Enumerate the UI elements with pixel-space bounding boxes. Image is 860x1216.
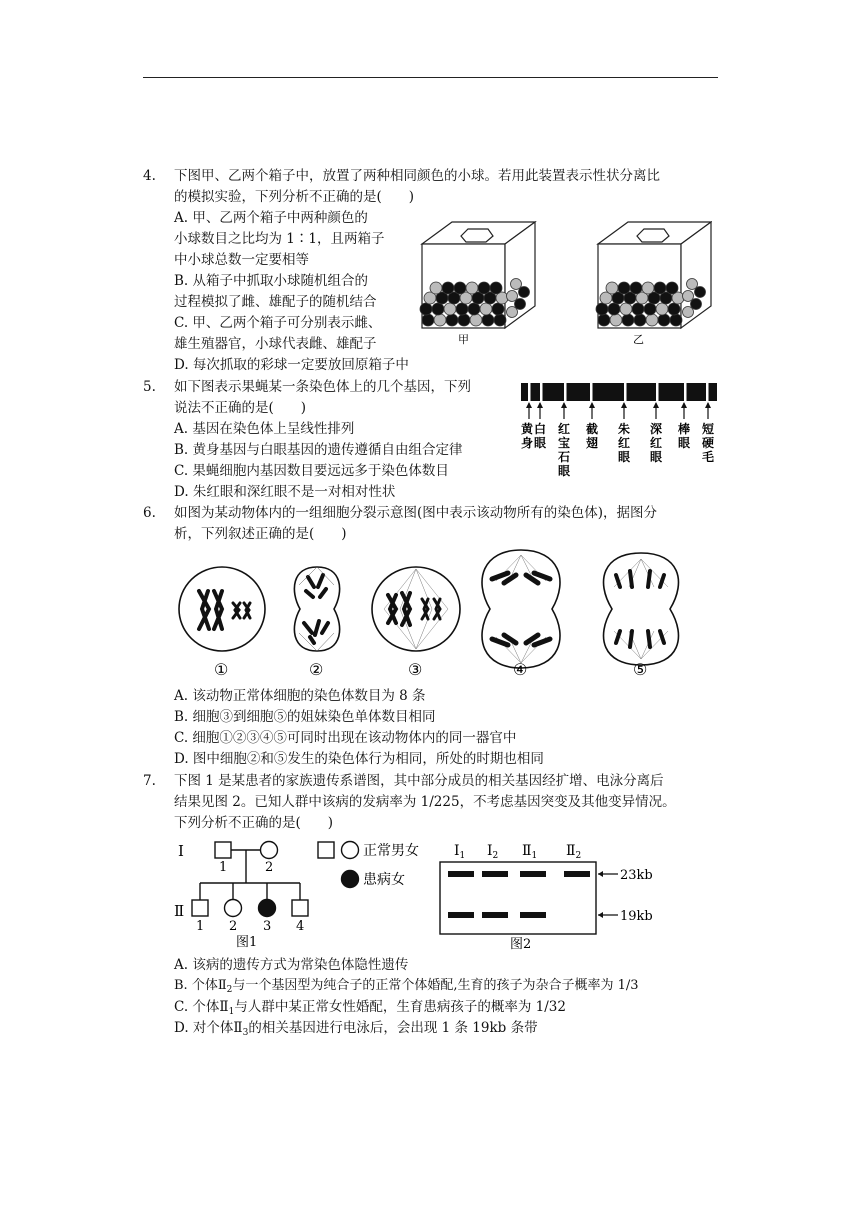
individual-number: 2 <box>229 919 238 934</box>
ball <box>507 291 518 302</box>
option-b-subscript: 2 <box>226 985 233 995</box>
gene-arrow-head <box>561 402 567 408</box>
band-i2-19kb <box>482 912 508 918</box>
gene-divider <box>564 383 567 401</box>
band-ii2-23kb <box>564 871 590 877</box>
ball <box>654 282 666 294</box>
ball <box>492 303 504 315</box>
cell-2 <box>294 567 339 651</box>
gene-label-char: 眼 <box>618 450 631 464</box>
gene-label-char: 短 <box>702 422 715 436</box>
gene-label-char: 红 <box>558 422 571 436</box>
gene-label-char: 红 <box>650 436 663 450</box>
ball <box>420 303 432 315</box>
gene-divider <box>528 383 531 401</box>
ball <box>446 314 458 326</box>
individual-ii1 <box>192 900 208 916</box>
option-d-prefix: D. 对个体Ⅱ <box>174 1020 243 1036</box>
gene-label-char: 眼 <box>650 450 663 464</box>
option-b: B. 从箱子中抓取小球随机组合的 <box>174 273 369 289</box>
individual-number: 1 <box>219 860 228 875</box>
cell-division-figure <box>174 545 694 680</box>
question-stem: 如下图表示果蝇某一条染色体上的几个基因，下列 <box>174 379 471 395</box>
option-a: A. 该病的遗传方式为常染色体隐性遗传 <box>174 957 409 973</box>
option-b-text: 与一个基因型为纯合子的正常个体婚配,生育的孩子为杂合子概率为 1/3 <box>232 978 639 993</box>
lane-label-i1: $Ⅰ_1$ <box>454 843 466 861</box>
lane-label-ii1: $Ⅱ_1$ <box>522 843 538 861</box>
gene-label-char: 白 <box>534 422 547 436</box>
individual-i1 <box>215 842 231 858</box>
gene-label-char: 眼 <box>558 464 571 478</box>
box-jia <box>420 222 535 328</box>
band-label-19kb: 19kb <box>620 909 653 924</box>
ball <box>608 303 620 315</box>
band-ii1-19kb <box>520 912 546 918</box>
lane-label-ii2: $Ⅱ_2$ <box>566 843 582 861</box>
ball <box>618 282 630 294</box>
ball <box>658 314 670 326</box>
option-b: B. 细胞③到细胞⑤的姐妹染色单体数目相同 <box>174 709 436 725</box>
option-d-text: 的相关基因进行电泳后，会出现 1 条 19kb 条带 <box>248 1020 538 1036</box>
individual-ii4 <box>292 900 308 916</box>
ball <box>442 282 454 294</box>
gene-divider <box>706 383 709 401</box>
legend-affected-label: 患病女 <box>363 872 405 888</box>
gene-label-char: 硬 <box>702 436 715 450</box>
ball <box>632 303 644 315</box>
cell-1 <box>179 567 265 651</box>
gene-label-char: 红 <box>618 436 631 450</box>
gene-label-char: 宝 <box>558 436 571 450</box>
ball <box>458 314 470 326</box>
ball <box>468 303 480 315</box>
question-stem: 的模拟实验，下列分析不正确的是( ) <box>174 189 415 205</box>
ball <box>646 314 658 326</box>
gene-label-char: 眼 <box>678 436 691 450</box>
option-c: C. 甲、乙两个箱子可分别表示雌、 <box>174 315 382 331</box>
ball <box>683 291 694 302</box>
gene-arrow-head <box>526 402 532 408</box>
individual-ii3-affected <box>259 900 276 917</box>
question-stem: 下图 1 是某患者的家族遗传系谱图，其中部分成员的相关基因经扩增、电泳分离后 <box>174 773 664 789</box>
ball <box>482 314 494 326</box>
ball <box>598 314 610 326</box>
ball <box>434 314 446 326</box>
option-a-cont: 小球数目之比均为 1∶1，且两箱子 <box>174 231 385 247</box>
option-d: D. 每次抓取的彩球一定要放回原箱子中 <box>174 357 409 373</box>
gene-label-char: 深 <box>650 422 663 436</box>
chromosome-gene-map <box>518 381 722 485</box>
gene-divider <box>684 383 687 401</box>
gene-label-char: 身 <box>521 436 534 450</box>
ball <box>644 303 656 315</box>
option-a: A. 该动物正常体细胞的染色体数目为 8 条 <box>174 688 426 704</box>
box-yi <box>596 222 711 328</box>
question-number: 5. <box>143 379 156 395</box>
gene-divider <box>590 383 593 401</box>
individual-i2 <box>261 842 278 859</box>
gene-divider <box>540 383 543 401</box>
legend-male-symbol <box>318 842 334 858</box>
gene-divider <box>624 383 627 401</box>
legend-affected-symbol <box>342 871 359 888</box>
ball <box>630 282 642 294</box>
option-c-cont: 雄生殖器官，小球代表雌、雄配子 <box>174 336 377 352</box>
option-c: C. 细胞①②③④⑤可同时出现在该动物体内的同一器官中 <box>174 730 517 746</box>
ball <box>670 314 682 326</box>
individual-number: 1 <box>196 919 205 934</box>
ball <box>490 282 502 294</box>
box-label-yi: 乙 <box>633 333 644 346</box>
ball <box>620 303 632 315</box>
gene-label-char: 棒 <box>678 422 691 436</box>
gel-electrophoresis-figure <box>436 838 706 952</box>
ball <box>430 282 442 294</box>
ball <box>478 282 490 294</box>
question-stem: 析，下列叙述正确的是( ) <box>174 526 347 542</box>
question-number: 4. <box>143 168 156 184</box>
gene-arrow-head <box>705 402 711 408</box>
box-label-jia: 甲 <box>458 333 469 346</box>
ball <box>444 303 456 315</box>
option-c-prefix: C. 个体Ⅱ <box>174 999 229 1015</box>
gene-label-char: 朱 <box>618 422 631 436</box>
pedigree-figure <box>170 836 440 952</box>
header-rule <box>143 77 718 78</box>
ball <box>687 279 698 290</box>
gene-label-char: 翅 <box>586 436 599 450</box>
fig1-caption: 图1 <box>236 935 258 950</box>
individual-number: 3 <box>263 919 272 934</box>
band-i1-19kb <box>448 912 474 918</box>
ball <box>466 282 478 294</box>
cell-3 <box>372 567 460 651</box>
cell-label-2: ② <box>309 660 324 679</box>
option-b: B. 黄身基因与白眼基因的遗传遵循自由组合定律 <box>174 442 463 458</box>
option-d: D. 朱红眼和深红眼不是一对相对性状 <box>174 484 396 500</box>
option-c-subscript: 1 <box>228 1007 235 1017</box>
gene-label-char: 石 <box>558 450 571 464</box>
chromosome-bar <box>521 383 717 401</box>
option-c: C. 果蝇细胞内基因数目要远远多于染色体数目 <box>174 463 449 479</box>
gene-arrow-head <box>681 402 687 408</box>
gene-label-char: 截 <box>586 422 599 436</box>
ball <box>656 303 668 315</box>
gene-divider <box>656 383 659 401</box>
ball <box>634 314 646 326</box>
ball <box>480 303 492 315</box>
ball <box>470 314 482 326</box>
question-stem: 结果见图 2。已知人群中该病的发病率为 1/225，不考虑基因突变及其他变异情况。 <box>174 794 676 810</box>
band-ii1-23kb <box>520 871 546 877</box>
generation-ii-label: Ⅱ <box>174 902 185 920</box>
ball <box>668 303 680 315</box>
option-d-subscript: 3 <box>242 1028 249 1038</box>
ball <box>596 303 608 315</box>
option-c-text: 与人群中某正常女性婚配，生育患病孩子的概率为 1/32 <box>234 999 566 1015</box>
question-stem: 如图为某动物体内的一组细胞分裂示意图(图中表示该动物所有的染色体)，据图分 <box>174 505 658 521</box>
generation-i-label: Ⅰ <box>178 842 184 860</box>
cell-5 <box>604 553 679 665</box>
gene-arrow-head <box>537 402 543 408</box>
cell-label-4: ④ <box>513 660 528 679</box>
ball <box>511 279 522 290</box>
legend-female-symbol <box>342 842 359 859</box>
gene-arrow-head <box>589 402 595 408</box>
cell-label-1: ① <box>214 660 229 679</box>
ball-box-figure <box>412 216 712 351</box>
question-number: 6. <box>143 505 156 521</box>
cell-4 <box>482 550 560 668</box>
individual-number: 2 <box>265 860 274 875</box>
question-stem: 说法不正确的是( ) <box>174 400 307 416</box>
option-d <box>174 1018 538 1043</box>
gene-label-char: 眼 <box>534 436 547 450</box>
question-stem: 下图甲、乙两个箱子中，放置了两种相同颜色的小球。若用此装置表示性状分离比 <box>174 168 660 184</box>
question-stem: 下列分析不正确的是( ) <box>174 815 334 831</box>
individual-number: 4 <box>296 919 305 934</box>
cell-label-3: ③ <box>408 660 423 679</box>
question-number: 7. <box>143 773 156 789</box>
cell-label-5: ⑤ <box>633 660 648 679</box>
option-d: D. 图中细胞②和⑤发生的染色体行为相同，所处的时期也相同 <box>174 751 544 767</box>
ball <box>432 303 444 315</box>
gene-label-char: 黄 <box>521 422 534 436</box>
lane-label-i2: $Ⅰ_2$ <box>487 843 499 861</box>
individual-ii2 <box>225 900 242 917</box>
band-i1-23kb <box>448 871 474 877</box>
ball <box>622 314 634 326</box>
fig2-caption: 图2 <box>510 937 532 952</box>
ball <box>610 314 622 326</box>
gene-arrow-head <box>653 402 659 408</box>
legend-normal-label: 正常男女 <box>363 843 419 859</box>
ball <box>454 282 466 294</box>
band-label-23kb: 23kb <box>620 868 653 883</box>
band-i2-23kb <box>482 871 508 877</box>
option-b-cont: 过程模拟了雌、雄配子的随机结合 <box>174 294 377 310</box>
option-a: A. 甲、乙两个箱子中两种颜色的 <box>174 210 368 226</box>
ball <box>494 314 506 326</box>
option-a-cont: 中小球总数一定要相等 <box>174 252 309 268</box>
ball <box>666 282 678 294</box>
gene-arrow-head <box>621 402 627 408</box>
ball <box>422 314 434 326</box>
ball <box>456 303 468 315</box>
option-a: A. 基因在染色体上呈线性排列 <box>174 421 355 437</box>
option-b-prefix: B. 个体Ⅱ <box>174 978 227 993</box>
ball <box>642 282 654 294</box>
gene-label-char: 毛 <box>702 450 715 464</box>
ball <box>606 282 618 294</box>
